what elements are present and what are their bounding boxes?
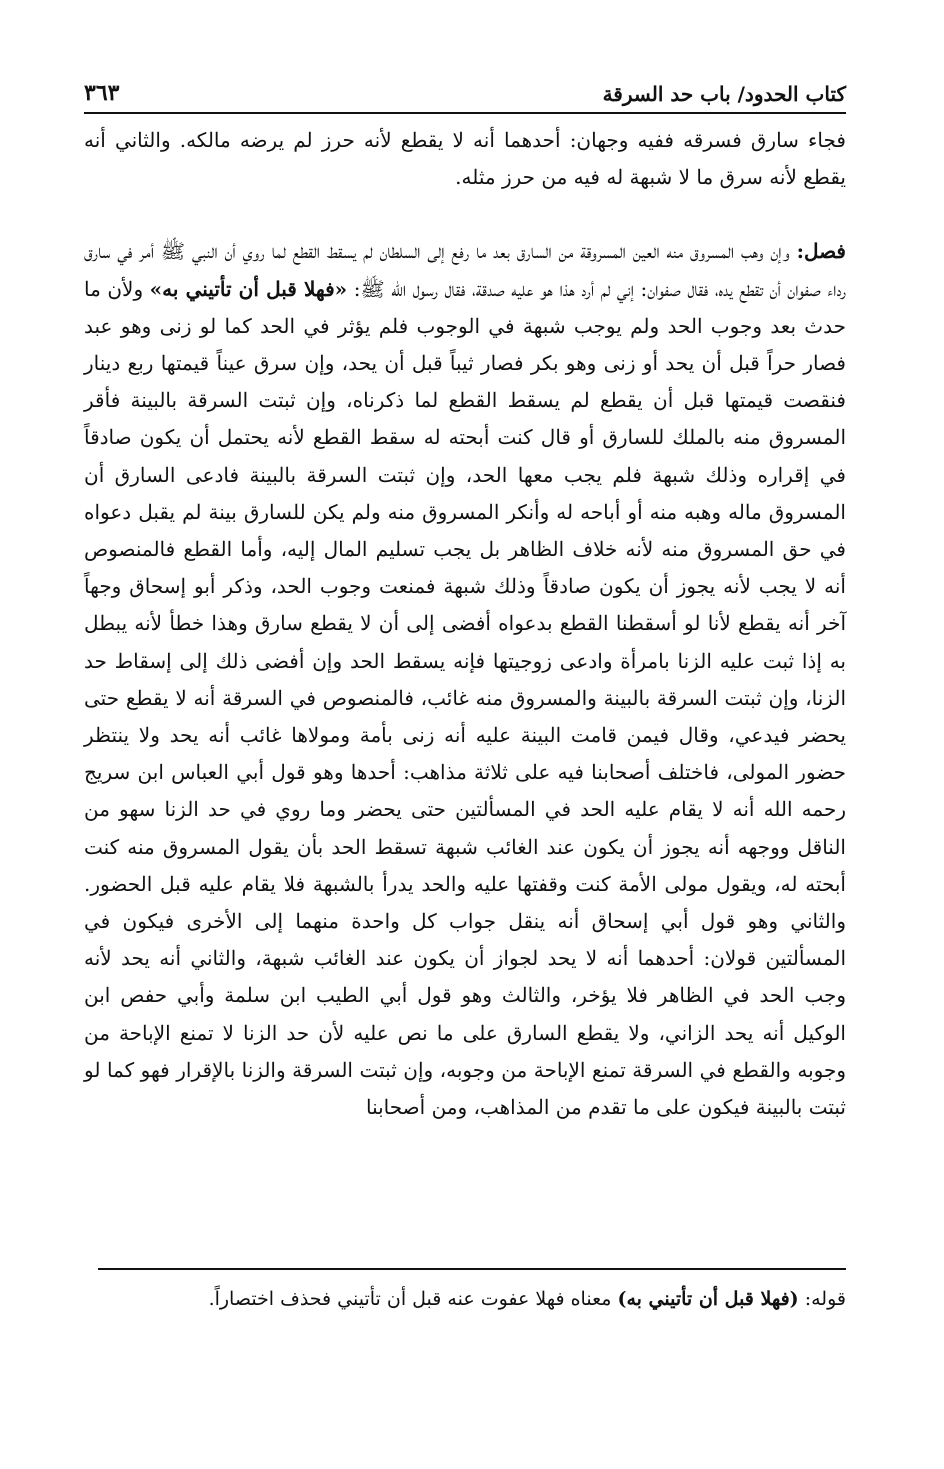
footnote [84,1283,846,1315]
paragraph-2 [84,233,846,1126]
paragraph-2-part-2: ولأن ما حدث بعد وجوب الحد ولم يوجب شبهة في الوجوب فلم يؤثر في الحد كما لو زنى وهو عبد فصار حراً قبل أن يحد أو زنى وهو بكر فصار ثيباً قبل أن يحد، وإن سرق عيناً قيمتها ربع دينار فنقصت قيمتها قبل أن يقطع لم يسقط القطع لما ذكرناه، وإن ثبتت السرقة بالبينة فأقر المسروق منه بالملك للسارق أو قال كنت أبحته له سقط القطع لأنه يحتمل أن يكون صادقاً في إقراره وذلك شبهة فلم يجب معها الحد، وإن ثبتت السرقة بالبينة فادعى السارق أن المسروق ماله وهبه منه أو أباحه له وأنكر المسروق منه ولم يكن للسارق بينة لم يقبل دعواه في حق المسروق منه لأنه خلاف الظاهر بل يجب تسليم المال إليه، وأما القطع فالمنصوص أنه لا يجب لأنه يجوز أن يكون صادقاً وذلك شبهة فمنعت وجوب الحد، وذكر أبو إسحاق وجهاً آخر أنه يقطع لأنا لو أسقطنا القطع بدعواه أفضى إلى أن لا يقطع سارق وهذا خطأ لأنه يبطل به إذا ثبت عليه الزنا بامرأة وادعى زوجيتها فإنه يسقط الحد وإن أفضى ذلك إلى إسقاط حد الزنا، وإن ثبتت السرقة بالبينة والمسروق منه غائب، فالمنصوص في السرقة أنه لا يقطع حتى يحضر فيدعي، وقال فيمن قامت البينة عليه أنه زنى بأمة ومولاها غائب أنه يحد ولا ينتظر حضور المولى، فاختلف أصحابنا فيه على ثلاثة مذاهب: أحدها وهو قول أبي العباس ابن سريج رحمه الله أنه لا يقام عليه الحد في المسألتين حتى يحضر وما روي في حد الزنا سهو من الناقل ووجهه أنه يجوز أن يكون عند الغائب شبهة تسقط الحد بأن يقول المسروق منه كنت أبحته له، ويقول مولى الأمة كنت وقفتها عليه والحد يدرأ بالشبهة فلا يقام عليه قبل الحضور. والثاني وهو قول أبي إسحاق أنه ينقل جواب كل واحدة منهما إلى الأخرى فيكون في المسألتين قولان: أحدهما أنه لا يحد لجواز أن يكون عند الغائب شبهة، والثاني أنه يحد لأنه وجب الحد في الظاهر فلا يؤخر، والثالث وهو قول أبي الطيب ابن سلمة وأبي حفص ابن الوكيل أنه يحد الزاني، ولا يقطع السارق على ما نص عليه لأن حد الزنا لا تمنع الإباحة من وجوبه والقطع في السرقة تمنع الإباحة من وجوبه، وإن ثبتت السرقة والزنا بالإقرار فهو كما لو ثبتت بالبينة فيكون على ما تقدم من المذاهب، ومن أصحابنا [84,276,847,1120]
footnote-rest: معناه فهلا عفوت عنه قبل أن تأتيني فحذف اختصاراً. [208,1288,618,1310]
section-label: فصل: [796,239,846,264]
footnote-divider [98,1268,846,1270]
main-text [84,122,846,1126]
page-number: ٣٦٣ [84,80,120,106]
running-head: كتاب الحدود/ باب حد السرقة [602,82,846,106]
footnote-intro: قوله: [798,1288,846,1310]
footnote-text [84,1283,846,1315]
paragraph-2-part-1: وإن وهب المسروق منه العين المسروقة من السارق بعد ما رفع إلى السلطان لم يسقط القطع لما روي أن النبي ﷺ أمر في سارق رداء صفوان أن تقطع يده، فقال صفوان: إني لم أرد هذا هو عليه صدقة، فقال رسول الله ﷺ: [84,239,846,301]
footnote-quote: (فهلا قبل أن تأتيني به) [617,1288,799,1310]
paragraph-1: فجاء سارق فسرقه ففيه وجهان: أحدهما أنه لا يقطع لأنه حرز لم يرضه مالكه. والثاني أنه يقطع لأنه سرق ما لا شبهة له فيه من حرز مثله. [84,128,846,190]
hadith-quote: «فهلا قبل أن تأتيني به» [149,276,348,301]
page-header [84,74,846,114]
